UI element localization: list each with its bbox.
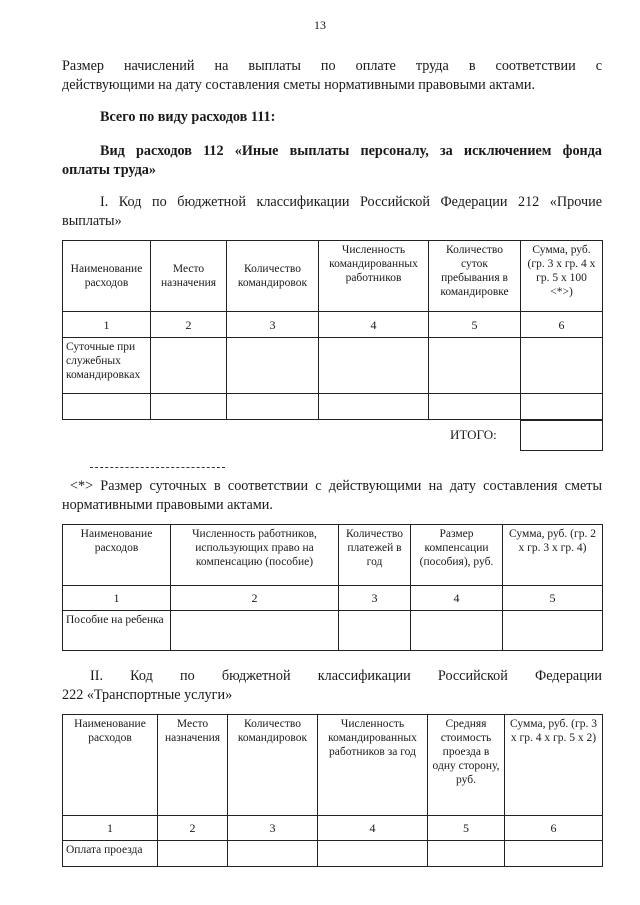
header-trips-count: Количество командировок (227, 241, 319, 312)
header-sum: Сумма, руб. (гр. 2 х гр. 3 х гр. 4) (503, 525, 603, 586)
col-number: 6 (521, 312, 603, 338)
heading-112-line-1: Вид расходов 112 «Иные выплаты персоналу, за исключением фонда (100, 143, 602, 159)
table-cell (521, 338, 603, 394)
table-cell (319, 338, 429, 394)
table-header-row (63, 525, 603, 586)
table-cell (227, 394, 319, 420)
table-header-row (63, 241, 603, 312)
col-number: 5 (503, 586, 603, 611)
header-destination: Место назначения (151, 241, 227, 312)
col-number: 6 (505, 816, 603, 841)
col-number: 4 (319, 312, 429, 338)
footnote-divider (90, 467, 225, 468)
header-days-count: Количество суток пребывания в командировке (429, 241, 521, 312)
header-destination: Место назначения (158, 715, 228, 816)
header-employees-count: Численность работников, использующих право на компенсацию (пособие) (171, 525, 339, 586)
header-trips-count: Количество командировок (228, 715, 318, 816)
total-label: ИТОГО: (450, 427, 497, 442)
table-transport-services (62, 714, 603, 867)
table-number-row (63, 816, 603, 841)
section-1-line-1: I. Код по бюджетной классификации Российской Федерации 212 «Прочие (100, 194, 602, 210)
header-expense-name: Наименование расходов (63, 715, 158, 816)
header-employees-count: Численность командированных работников (319, 241, 429, 312)
row-label-travel-payment: Оплата проезда (63, 841, 158, 867)
table-cell (151, 338, 227, 394)
table-cell (429, 394, 521, 420)
table-cell (319, 394, 429, 420)
table-cell (171, 611, 339, 651)
row-label-per-diem: Суточные при служебных командировках (63, 338, 151, 394)
intro-line-1: Размер начислений на выплаты по оплате труда в соответствии с (62, 58, 602, 74)
table-cell (521, 394, 603, 420)
table-cell (158, 841, 228, 867)
table-cell (63, 394, 151, 420)
table-cell (151, 394, 227, 420)
total-111-heading: Всего по виду расходов 111: (100, 109, 276, 125)
header-expense-name: Наименование расходов (63, 241, 151, 312)
table-travel-allowance (62, 240, 603, 420)
header-payments-count: Количество платежей в год (339, 525, 411, 586)
col-number: 4 (318, 816, 428, 841)
table-row (63, 338, 603, 394)
header-sum: Сумма, руб. (гр. 3 х гр. 4 х гр. 5 х 100 <*>) (521, 241, 603, 312)
header-compensation-size: Размер компенсации (пособия), руб. (411, 525, 503, 586)
col-number: 2 (158, 816, 228, 841)
col-number: 4 (411, 586, 503, 611)
table-row (63, 394, 603, 420)
table-row (63, 841, 603, 867)
col-number: 1 (63, 586, 171, 611)
footnote-line-1: <*> Размер суточных в соответствии с действующими на дату составления сметы (70, 478, 602, 494)
col-number: 3 (228, 816, 318, 841)
section-1-line-2: выплаты» (62, 213, 122, 229)
col-number: 2 (151, 312, 227, 338)
intro-line-2: действующими на дату составления сметы нормативными правовыми актами. (62, 77, 536, 93)
table-cell (505, 841, 603, 867)
col-number: 1 (63, 816, 158, 841)
total-value-box (520, 420, 603, 451)
table-cell (227, 338, 319, 394)
col-number: 2 (171, 586, 339, 611)
table-cell (428, 841, 505, 867)
heading-112-line-2: оплаты труда» (62, 162, 156, 178)
header-sum: Сумма, руб. (гр. 3 х гр. 4 х гр. 5 х 2) (505, 715, 603, 816)
col-number: 5 (428, 816, 505, 841)
table-cell (503, 611, 603, 651)
table-cell (339, 611, 411, 651)
table-row (63, 611, 603, 651)
table-cell (429, 338, 521, 394)
header-employees-count: Численность командированных работников за год (318, 715, 428, 816)
section-2-line-1: II. Код по бюджетной классификации Российской Федерации (90, 668, 602, 684)
header-expense-name: Наименование расходов (63, 525, 171, 586)
col-number: 1 (63, 312, 151, 338)
table-number-row (63, 586, 603, 611)
col-number: 5 (429, 312, 521, 338)
col-number: 3 (227, 312, 319, 338)
page-number: 13 (314, 18, 326, 32)
table-child-allowance (62, 524, 603, 651)
table-number-row (63, 312, 603, 338)
row-label-child-benefit: Пособие на ребенка (63, 611, 171, 651)
table-cell (228, 841, 318, 867)
header-avg-fare: Средняя стоимость проезда в одну сторону, руб. (428, 715, 505, 816)
table-cell (318, 841, 428, 867)
table-cell (411, 611, 503, 651)
footnote-line-2: нормативными правовыми актами. (62, 497, 273, 513)
section-2-line-2: 222 «Транспортные услуги» (62, 687, 233, 703)
col-number: 3 (339, 586, 411, 611)
table-header-row (63, 715, 603, 816)
